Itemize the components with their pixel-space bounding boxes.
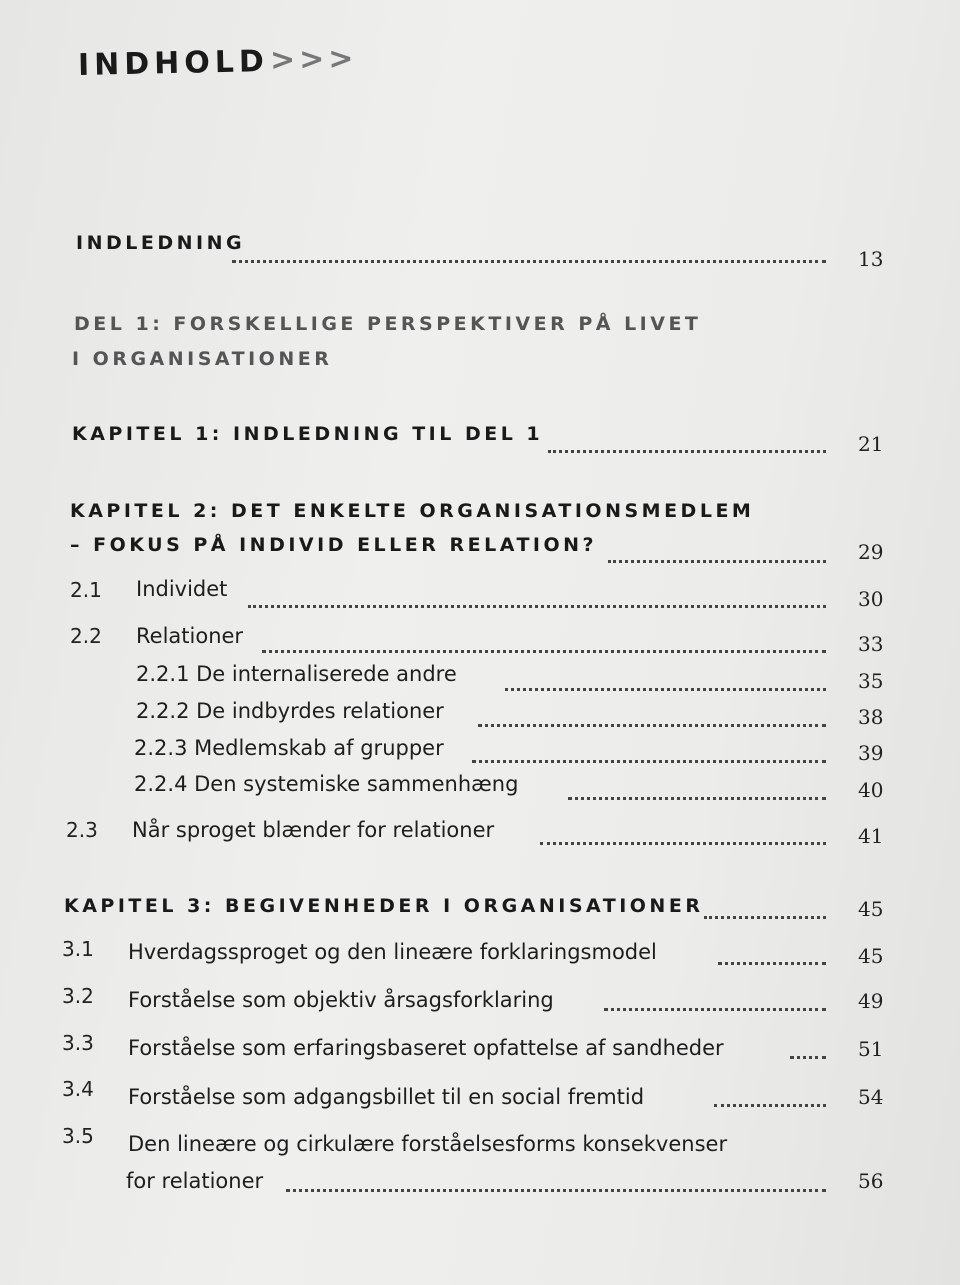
page-number: 30 [858, 587, 884, 611]
dot-leader [704, 912, 826, 919]
entry-label: KAPITEL 3: BEGIVENHEDER I ORGANISATIONER [64, 895, 704, 917]
section-number: 3.2 [62, 984, 94, 1008]
page-number: 33 [858, 632, 884, 656]
page-number: 51 [858, 1037, 884, 1061]
dot-leader [548, 446, 826, 453]
dot-leader [472, 756, 826, 763]
dot-leader [790, 1052, 826, 1059]
entry-label-line1: Den lineære og cirkulære forståelsesforms konsekvenser [128, 1132, 728, 1156]
entry-label: Når sproget blænder for relationer [132, 818, 495, 842]
dot-leader [540, 838, 826, 845]
section-number: 3.4 [62, 1077, 94, 1101]
part-heading-line1: DEL 1: FORSKELLIGE PERSPEKTIVER PÅ LIVET [74, 313, 702, 335]
page-number: 49 [858, 989, 884, 1013]
page-number: 56 [858, 1169, 884, 1193]
page-number: 45 [858, 897, 884, 921]
dot-leader [248, 601, 826, 608]
page-number: 35 [858, 669, 884, 693]
entry-label-line2: for relationer [126, 1169, 264, 1193]
page-number: 21 [858, 432, 884, 456]
entry-label: 2.2.1 De internaliserede andre [136, 662, 457, 686]
entry-label: 2.2.4 Den systemiske sammenhæng [134, 772, 519, 796]
dot-leader [232, 256, 826, 263]
dot-leader [505, 684, 826, 691]
part-heading-line2: I ORGANISATIONER [72, 348, 333, 370]
entry-label: Individet [136, 577, 228, 601]
dot-leader [286, 1185, 826, 1192]
page-number: 40 [858, 778, 884, 802]
entry-label: 2.2.3 Medlemskab af grupper [134, 736, 444, 760]
section-number: 3.3 [62, 1031, 94, 1055]
section-number: 3.1 [62, 937, 94, 961]
page-number: 41 [858, 824, 884, 848]
entry-label: KAPITEL 1: INDLEDNING TIL DEL 1 [72, 423, 544, 445]
section-number: 3.5 [62, 1124, 94, 1148]
dot-leader [478, 720, 826, 727]
title-arrows: >>> [269, 41, 358, 78]
dot-leader [714, 1100, 826, 1107]
page-number: 39 [858, 741, 884, 765]
page-number: 13 [858, 247, 884, 271]
section-number: 2.3 [66, 818, 98, 842]
section-number: 2.2 [70, 624, 102, 648]
page-number: 54 [858, 1085, 884, 1109]
dot-leader [568, 793, 826, 800]
page-number: 45 [858, 944, 884, 968]
dot-leader [608, 556, 826, 563]
entry-label: Relationer [136, 624, 244, 648]
entry-label: Forståelse som erfaringsbaseret opfattelse af sandheder [128, 1036, 724, 1060]
entry-label: Forståelse som objektiv årsagsforklaring [128, 988, 554, 1012]
dot-leader [262, 646, 826, 653]
entry-label: 2.2.2 De indbyrdes relationer [136, 699, 444, 723]
page-number: 29 [858, 540, 884, 564]
entry-label-line2: – FOKUS PÅ INDIVID ELLER RELATION? [70, 534, 598, 556]
page-number: 38 [858, 705, 884, 729]
dot-leader [718, 958, 826, 965]
section-number: 2.1 [70, 578, 102, 602]
entry-label: Hverdagssproget og den lineære forklaringsmodel [128, 940, 657, 964]
entry-label: INDLEDNING [76, 232, 246, 254]
entry-label-line1: KAPITEL 2: DET ENKELTE ORGANISATIONSMEDLEM [70, 500, 755, 522]
dot-leader [604, 1004, 826, 1011]
page-title: INDHOLD [77, 44, 270, 83]
entry-label: Forståelse som adgangsbillet til en social fremtid [128, 1085, 645, 1109]
